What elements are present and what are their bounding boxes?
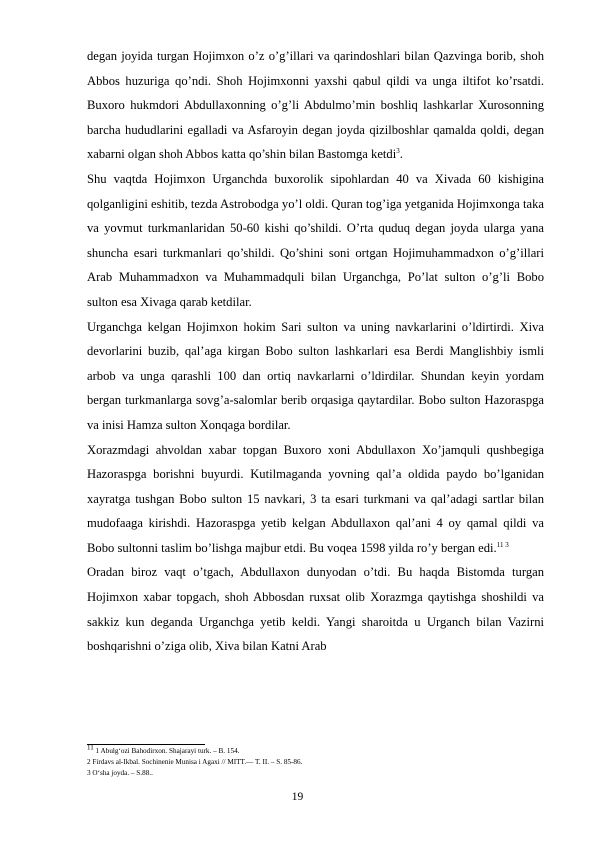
page-number: 19 <box>291 791 304 803</box>
footnote-3 <box>87 768 544 779</box>
paragraph-4-text: Xorazmdagi ahvoldan xabar topgan Buxoro xoni Abdullaxon Xo’jamquli qushbegiga Hazoraspga borishni buyurdi. Kutilmaganda yovning qal’a oldida paydo bo’lganidan xayratga tushgan Bobo sulton 15 navkari, 3 ta esari turkmani va qal’adagi sartlar bilan mudofaaga kirishdi. Hazoraspga yetib kelgan Abdullaxon qal’ani 4 oy qamal qildi va Bobo sultonni taslim bo’lishga majbur etdi. Bu voqea 1598 yilda ro’y bergan edi. <box>87 442 544 555</box>
footnote-separator <box>87 744 205 745</box>
footnote-3-text: 3 O‘sha joyda. – S.88.. <box>87 769 153 777</box>
body-text <box>87 44 544 659</box>
footnote-1 <box>87 743 544 757</box>
footnote-1-mark: 11 <box>87 743 94 752</box>
paragraph-5: Oradan biroz vaqt o’tgach, Abdullaxon dunyodan o’tdi. Bu haqda Bistomda turgan Hojimxon xabar topgach, shoh Abbosdan ruxsat olib Xorazmga qaytishga shoshildi va sakkiz kun deganda Urganchga yetib keldi. Yangi sharoitda u Urganch bilan Vazirni boshqarishni o’ziga olib, Xiva bilan Katni Arab <box>87 565 544 654</box>
paragraph-3: Urganchga kelgan Hojimxon hokim Sari sulton va uning navkarlarini o’ldirtirdi. Xiva devorlarini buzib, qal’aga kirgan Bobo sulton lashkarlari esa Berdi Manglishbiy ismli arbob va unga qarashli 100 dan ortiq navkarlarni o’ldirdilar. Shundan keyin yordam bergan turkmanlarga sovg’a-salomlar berib orqasiga qaytardilar. Bobo sulton Hazoraspga va inisi Hamza sulton Xonqaga bordilar. <box>87 319 544 432</box>
footnote-1-text: 1 Abulg‘ozi Bahodirxon. Shajarayi turk. – B. 154. <box>93 747 240 755</box>
footnote-2-text: 2 Firdavs al-Ikbal. Sochinenie Munisa i Agaxi // MITT.— T. II. – S. 85-86. <box>87 758 303 766</box>
paragraph-4 <box>87 438 544 561</box>
footnote-ref-11-3: 11 3 <box>496 540 509 549</box>
footnote-ref-3: 3 <box>396 147 400 156</box>
footnote-2 <box>87 757 544 768</box>
paragraph-1-text: degan joyida turgan Hojimxon o’z o’g’illari va qarindoshlari bilan Qazvinga borib, shoh Abbos huzuriga qo’ndi. Shoh Hojimxonni yaxshi qabul qildi va unga iltifot ko’rsatdi. Buxoro hukmdori Abdullaxonning o’g’li Abdulmo’min boshliq lashkarlar Xurosonning barcha hududlarini egalladi va Asfaroyin degan joyda qizilboshlar qamalda qoldi, degan xabarni olgan shoh Abbos katta qo’shin bilan Bastomga ketdi <box>87 49 544 162</box>
footnotes <box>87 743 544 779</box>
paragraph-1 <box>87 44 544 167</box>
paragraph-2: Shu vaqtda Hojimxon Urganchda buxorolik sipohlardan 40 va Xivada 60 kishigina qolganligini eshitib, tezda Astrobodga yo’l oldi. Quran tog’iga yetganida Hojimxonga taka va yovmut turkmanlaridan 50-60 kishi qo’shildi. O’rta quduq degan joyda ularga yana shuncha esari turkmanlari qo’shildi. Qo’shini soni ortgan Hojimuhammadxon o’g’illari Arab Muhammadxon va Muhammadquli bilan Urganchga, Po’lat sulton o’g’li Bobo sulton esa Xivaga qarab ketdilar. <box>87 171 544 309</box>
paragraph-1-end: . <box>399 147 403 162</box>
